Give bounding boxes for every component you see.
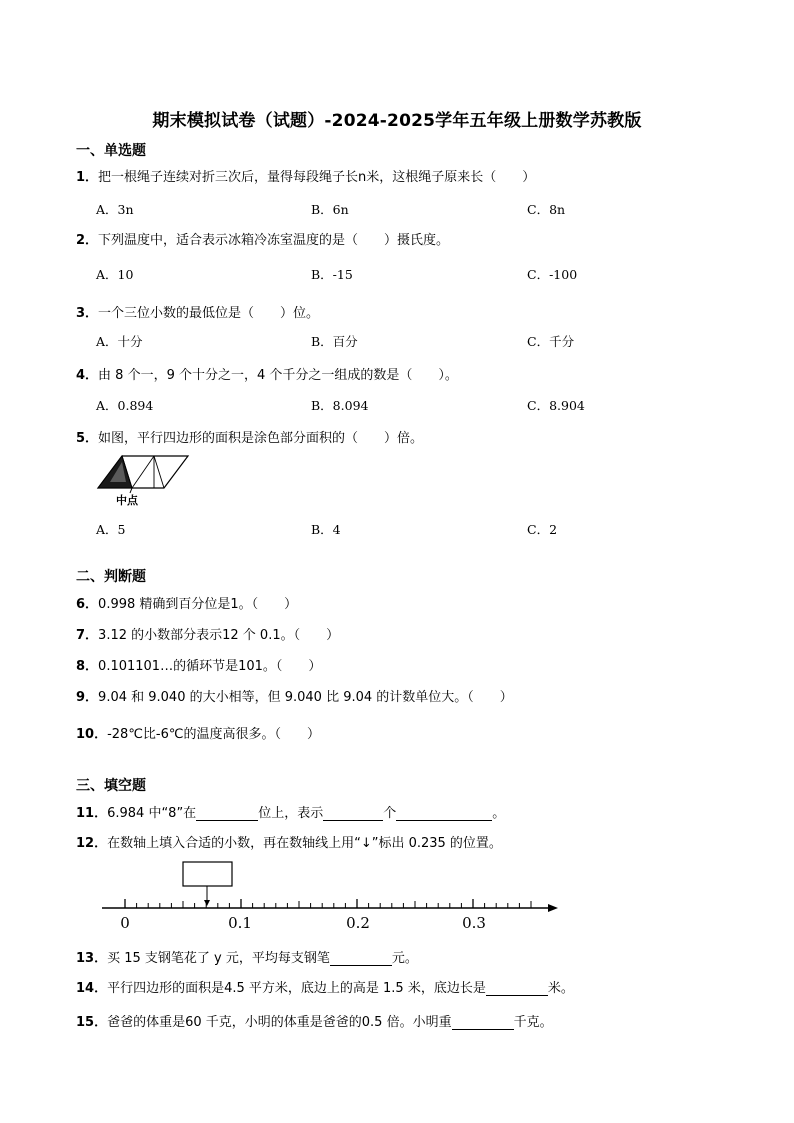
tick-label-0-3: 0.3 <box>462 914 486 932</box>
answer-blank[interactable] <box>396 806 492 821</box>
question-number: 9． <box>76 690 99 705</box>
question-7 <box>76 624 339 643</box>
question-15 <box>76 1011 553 1030</box>
number-line-figure <box>96 858 566 938</box>
question-text: 把一根绳子连续对折三次后，量得每段绳子长n米，这根绳子原来长（ ） <box>98 170 536 185</box>
question-number: 5． <box>76 431 99 446</box>
q3-option-c[interactable]: C．千分 <box>527 334 575 349</box>
question-1 <box>76 166 535 185</box>
question-text-part: 米。 <box>547 981 574 996</box>
question-text-part: 6.984 中“8”在 <box>107 806 197 821</box>
q2-option-c[interactable]: C．-100 <box>527 267 578 282</box>
q4-option-c[interactable]: C．8.904 <box>527 398 585 413</box>
arrow-head-icon <box>548 904 558 912</box>
question-6 <box>76 593 297 612</box>
question-3 <box>76 302 319 321</box>
question-9 <box>76 686 513 705</box>
question-text-part: 个 <box>383 806 397 821</box>
question-number: 12． <box>76 836 108 851</box>
tick-label-0-1: 0.1 <box>228 914 252 932</box>
question-14 <box>76 977 574 996</box>
question-text: 9.04 和 9.040 的大小相等，但 9.040 比 9.04 的计数单位大。（ ） <box>98 690 513 705</box>
question-10 <box>76 723 320 742</box>
number-line-ticks <box>125 899 531 908</box>
q1-option-a[interactable]: A．3n <box>96 202 134 217</box>
q3-option-a[interactable]: A．十分 <box>96 334 143 349</box>
question-text: 在数轴上填入合适的小数，再在数轴线上用“↓”标出 0.235 的位置。 <box>107 836 502 851</box>
page-title: 期末模拟试卷（试题）-2024-2025学年五年级上册数学苏教版 <box>152 111 642 131</box>
q2-option-a[interactable]: A．10 <box>96 267 134 282</box>
question-4 <box>76 364 458 383</box>
section-heading-true-false: 二、判断题 <box>76 569 146 585</box>
question-number: 15． <box>76 1015 108 1030</box>
answer-blank[interactable] <box>330 951 392 966</box>
question-number: 4． <box>76 368 99 383</box>
q5-option-c[interactable]: C．2 <box>527 522 558 537</box>
question-text-part: 买 15 支钢笔花了 y 元，平均每支钢笔 <box>107 951 330 966</box>
question-text-part: 爸爸的体重是60 千克，小明的体重是爸爸的0.5 倍。小明重 <box>107 1015 452 1030</box>
q5-option-b[interactable]: B．4 <box>311 522 341 537</box>
q3-option-b[interactable]: B．百分 <box>311 334 358 349</box>
question-text: -28℃比-6℃的温度高很多。（ ） <box>107 727 320 742</box>
question-number: 13． <box>76 951 108 966</box>
answer-box[interactable] <box>183 862 232 886</box>
parallelogram-figure <box>96 452 192 508</box>
question-text: 由 8 个一，9 个十分之一，4 个千分之一组成的数是（ ）。 <box>98 368 458 383</box>
question-text: 如图，平行四边形的面积是涂色部分面积的（ ）倍。 <box>98 431 424 446</box>
q1-option-b[interactable]: B．6n <box>311 202 349 217</box>
question-number: 11． <box>76 806 108 821</box>
question-number: 2． <box>76 233 99 248</box>
answer-blank[interactable] <box>196 806 258 821</box>
answer-blank[interactable] <box>323 806 383 821</box>
section-heading-single-choice: 一、单选题 <box>76 143 146 159</box>
q1-option-c[interactable]: C．8n <box>527 202 566 217</box>
tick-label-0: 0 <box>120 914 130 932</box>
question-text: 下列温度中，适合表示冰箱冷冻室温度的是（ ）摄氏度。 <box>98 233 450 248</box>
question-number: 6． <box>76 597 99 612</box>
question-text: 一个三位小数的最低位是（ ）位。 <box>98 306 320 321</box>
q5-option-a[interactable]: A．5 <box>96 522 126 537</box>
q2-option-b[interactable]: B．-15 <box>311 267 353 282</box>
question-text-part: 平行四边形的面积是4.5 平方米，底边上的高是 1.5 米，底边长是 <box>107 981 486 996</box>
question-text-part: 位上，表示 <box>258 806 324 821</box>
answer-blank[interactable] <box>486 981 548 996</box>
tick-label-0-2: 0.2 <box>346 914 370 932</box>
question-5 <box>76 427 423 446</box>
question-text: 0.998 精确到百分位是1。（ ） <box>98 597 298 612</box>
question-text-part: 元。 <box>391 951 418 966</box>
question-2 <box>76 229 449 248</box>
question-text: 3.12 的小数部分表示12 个 0.1。（ ） <box>98 628 340 643</box>
question-text-part: 千克。 <box>513 1015 553 1030</box>
question-text-part: 。 <box>492 806 506 821</box>
question-8 <box>76 655 321 674</box>
question-13 <box>76 947 418 966</box>
question-number: 3． <box>76 306 99 321</box>
section-heading-fill-in: 三、填空题 <box>76 778 146 794</box>
question-number: 10． <box>76 727 108 742</box>
answer-blank[interactable] <box>452 1015 514 1030</box>
question-11 <box>76 802 505 821</box>
question-number: 8． <box>76 659 99 674</box>
q4-option-b[interactable]: B．8.094 <box>311 398 369 413</box>
question-text: 0.101101…的循环节是101。（ ） <box>98 659 322 674</box>
q4-option-a[interactable]: A．0.894 <box>96 398 154 413</box>
question-12 <box>76 832 502 851</box>
midpoint-label: 中点 <box>116 494 138 507</box>
question-number: 1． <box>76 170 99 185</box>
question-number: 7． <box>76 628 99 643</box>
question-number: 14． <box>76 981 108 996</box>
